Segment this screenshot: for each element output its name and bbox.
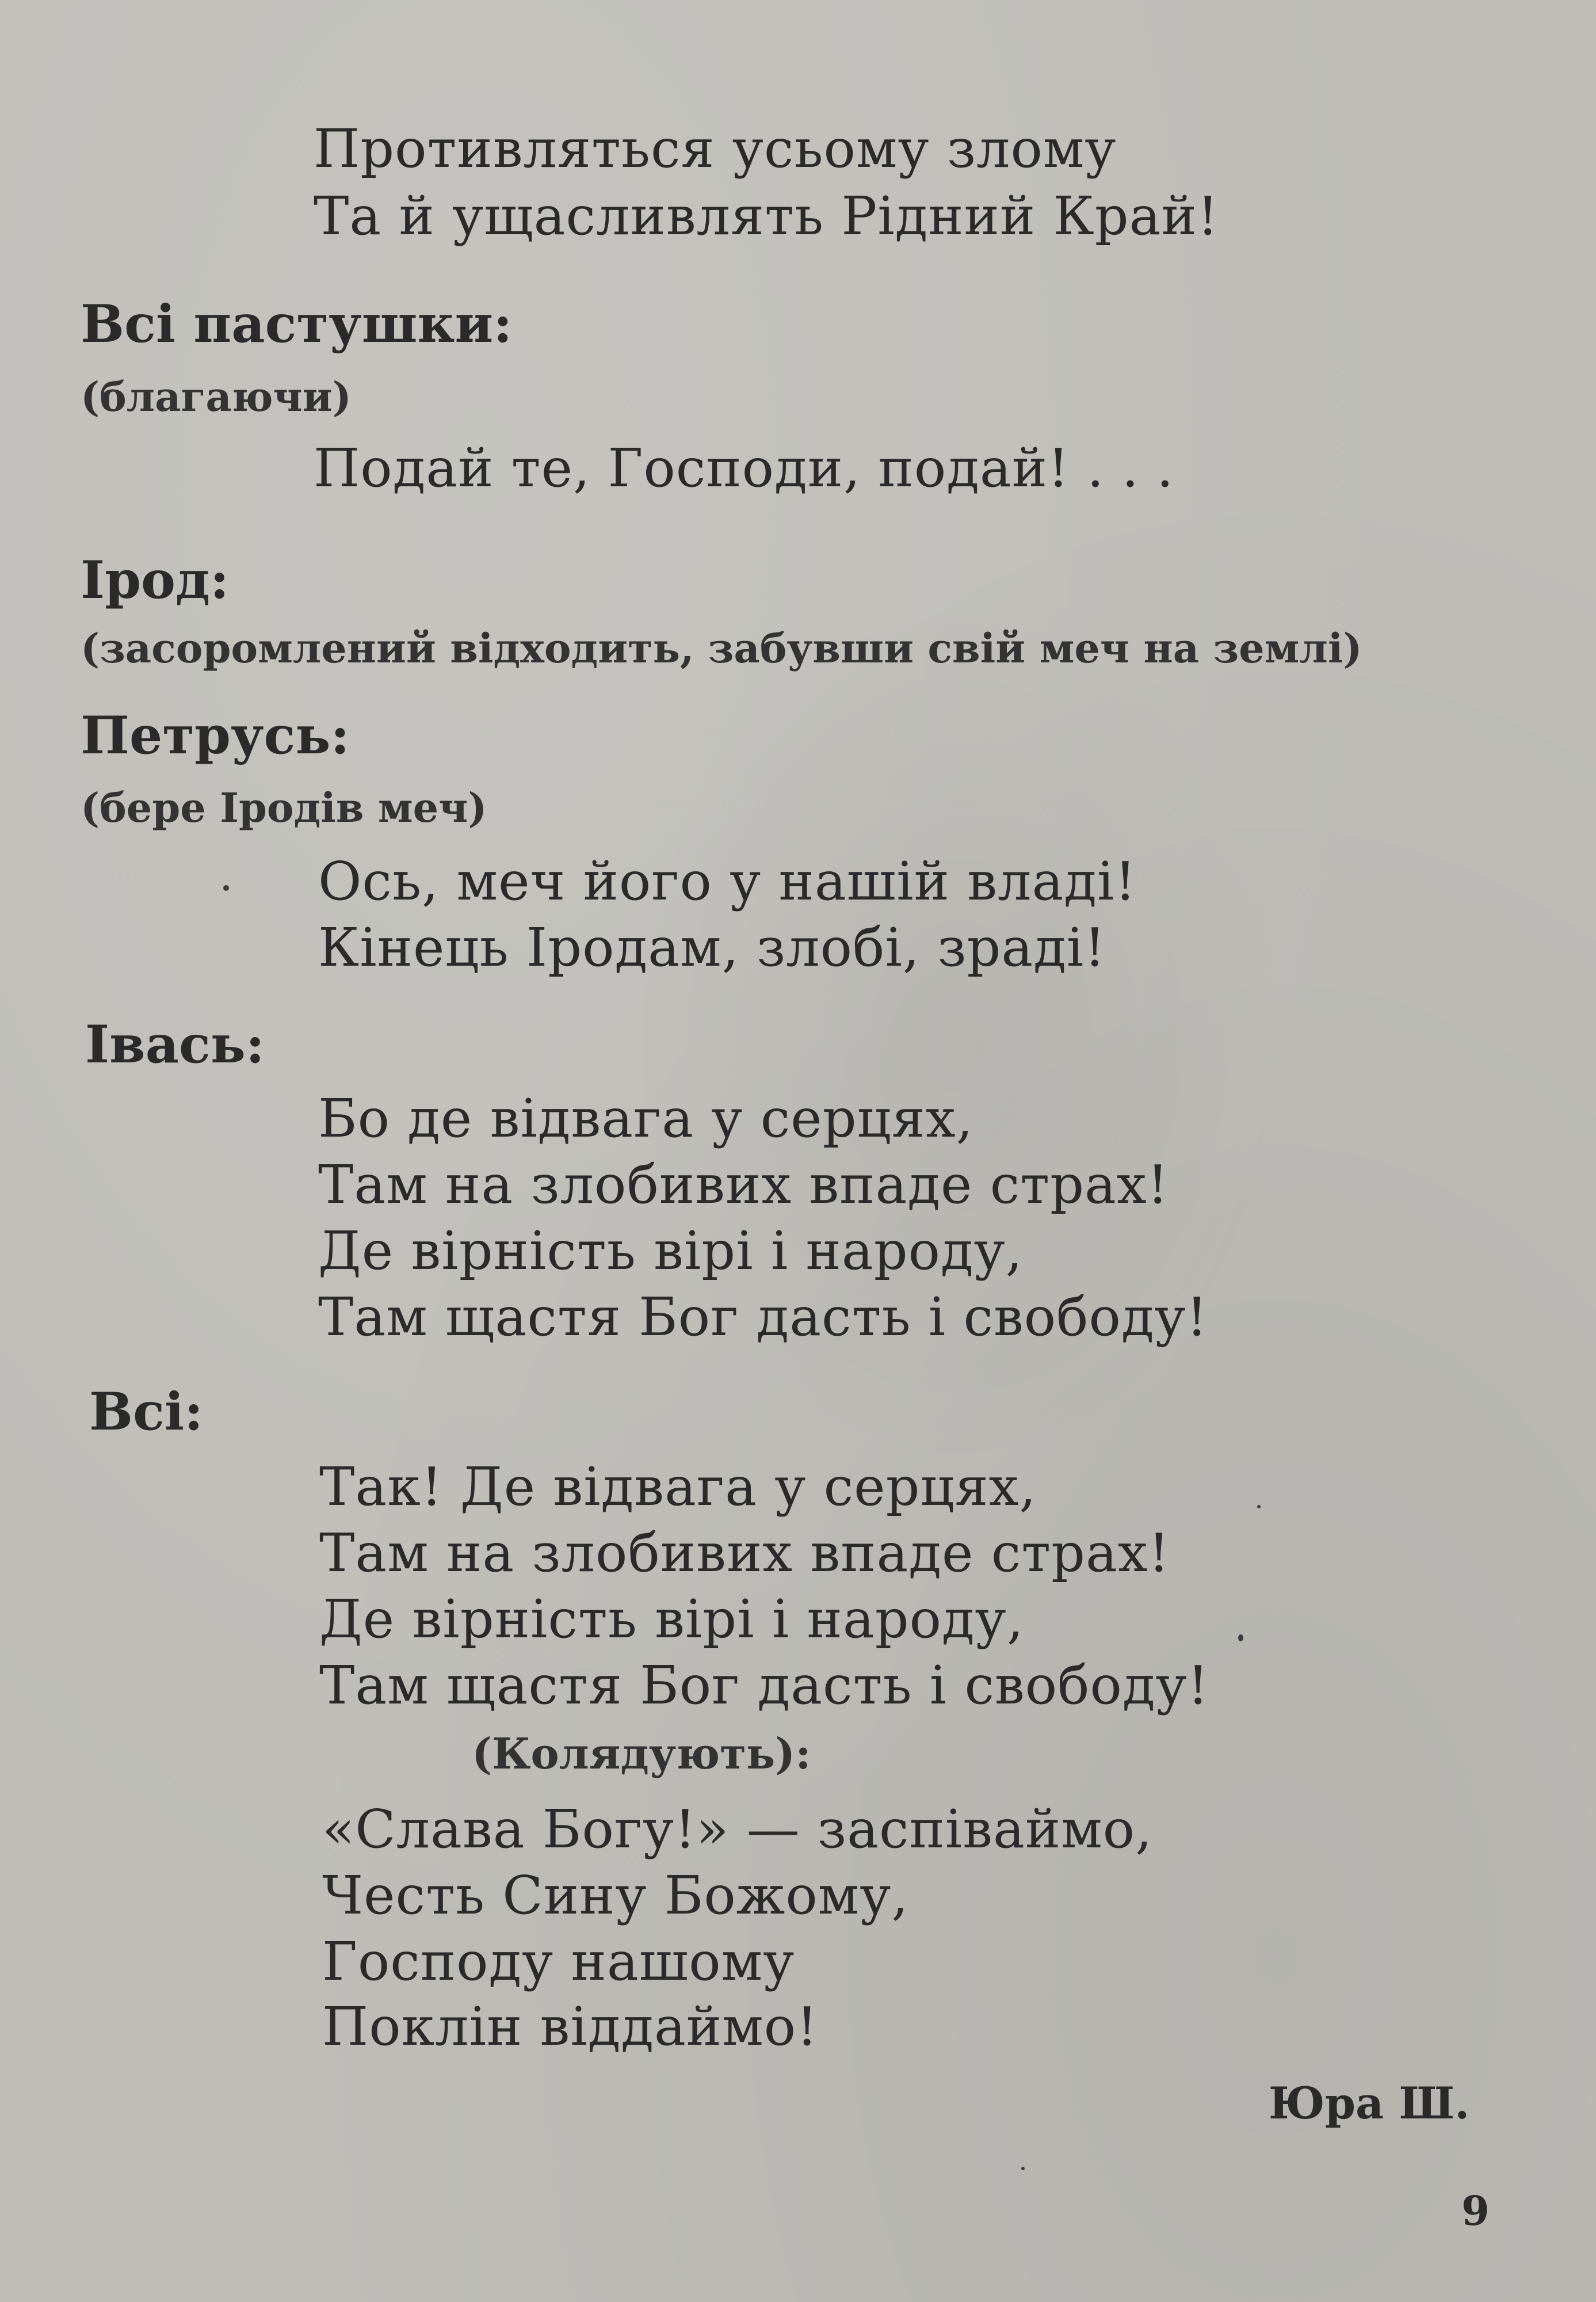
stage-direction: (засоромлений відходить, забувши свій меч на землі) (81, 624, 1362, 672)
speaker-name: Петрусь: (81, 705, 350, 766)
verse-line: Так! Де відвага у серцях, (319, 1456, 1037, 1518)
verse-line: Де вірність вірі і народу, (318, 1220, 1024, 1282)
carol-line: Поклін віддаймо! (322, 1996, 819, 2057)
speaker-name: Всі: (89, 1381, 204, 1442)
carol-line: Честь Сину Божому, (322, 1865, 909, 1926)
verse-line: Ось, меч його у нашій владі! (318, 851, 1137, 912)
print-speck (223, 885, 229, 891)
verse-line: Де вірність вірі і народу, (319, 1588, 1025, 1650)
verse-line: Подай те, Господи, подай! . . . (314, 437, 1174, 499)
stage-direction: (бере Іродів меч) (81, 784, 487, 832)
verse-line: Кінець Іродам, злобі, зраді! (318, 917, 1106, 978)
print-speck (1238, 1634, 1243, 1641)
carol-line: Господу нашому (322, 1931, 795, 1992)
verse-line: Там щастя Бог дасть і свободу! (318, 1286, 1208, 1348)
verse-line: Противляться усьому злому (314, 118, 1117, 180)
verse-line: Там на злобивих впаде страх! (318, 1154, 1169, 1215)
stage-direction: (Колядують): (472, 1729, 811, 1779)
verse-line: Бо де відвага у серцях, (318, 1088, 973, 1149)
stage-direction: (благаючи) (81, 373, 352, 421)
speaker-name: Івась: (85, 1014, 265, 1075)
page-number: 9 (1461, 2187, 1490, 2235)
speaker-name: Ірод: (81, 550, 230, 611)
speaker-name: Всі пастушки: (81, 294, 513, 355)
verse-line: Там на злобивих впаде страх! (319, 1522, 1170, 1584)
author-signature: Юра Ш. (1269, 2078, 1470, 2129)
carol-line: «Слава Богу!» — заспіваймо, (322, 1798, 1153, 1860)
print-speck (1257, 1505, 1261, 1508)
print-speck (1021, 2167, 1025, 2170)
verse-line: Там щастя Бог дасть і свободу! (319, 1655, 1209, 1716)
verse-line: Та й ущасливлять Рідний Край! (314, 185, 1219, 247)
